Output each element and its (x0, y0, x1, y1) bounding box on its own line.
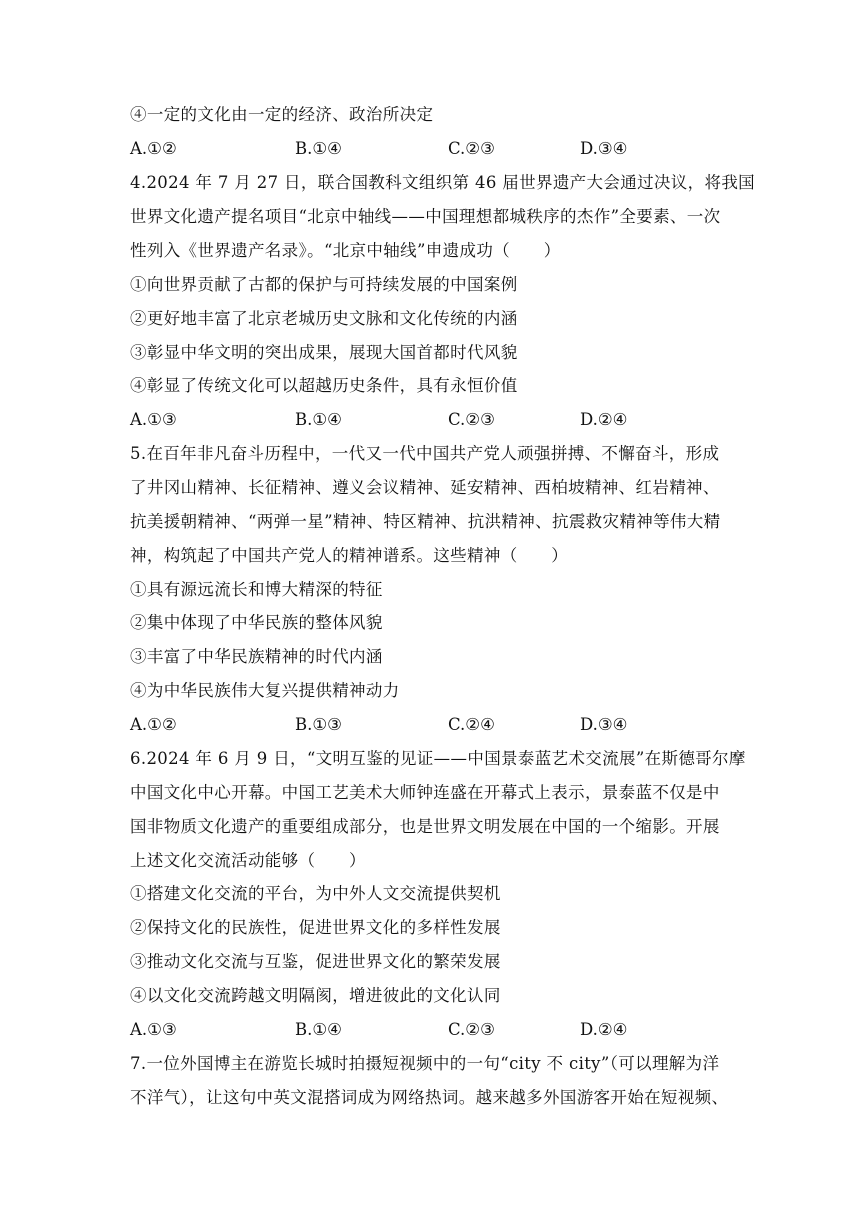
option-b: B.①④ (295, 1020, 342, 1039)
statement-3: ③推动文化交流与互鉴，促进世界文化的繁荣发展 (130, 952, 501, 971)
question-6-text: 中国文化中心开幕。中国工艺美术大师钟连盛在开幕式上表示，景泰蓝不仅是中 (130, 783, 720, 802)
question-4-text: 4.2024 年 7 月 27 日，联合国教科文组织第 46 届世界遗产大会通过决议，将我国 (130, 173, 756, 192)
option-b: B.①④ (295, 139, 342, 158)
question-4-text: 性列入《世界遗产名录》。“北京中轴线”申遗成功（ ） (130, 241, 561, 260)
statement-1: ①向世界贡献了古都的保护与可持续发展的中国案例 (130, 275, 518, 294)
question-7-text: 7.一位外国博主在游览长城时拍摄短视频中的一句“city 不 city”（可以理解为洋 (130, 1054, 720, 1073)
question-6-text: 上述文化交流活动能够（ ） (130, 851, 366, 870)
option-a: A.①② (130, 715, 177, 734)
statement-2: ②保持文化的民族性，促进世界文化的多样性发展 (130, 918, 501, 937)
statement-3: ③丰富了中华民族精神的时代内涵 (130, 647, 383, 666)
question-6-text: 6.2024 年 6 月 9 日，“文明互鉴的见证——中国景泰蓝艺术交流展”在斯德哥尔摩 (130, 749, 746, 768)
question-4-text: 世界文化遗产提名项目“北京中轴线——中国理想都城秩序的杰作”全要素、一次 (130, 207, 721, 226)
statement-4: ④一定的文化由一定的经济、政治所决定 (130, 105, 434, 124)
option-a: A.①② (130, 139, 177, 158)
option-d: D.③④ (580, 139, 628, 158)
option-c: C.②③ (448, 1020, 495, 1039)
option-b: B.①③ (295, 715, 342, 734)
question-5-text: 了井冈山精神、长征精神、遵义会议精神、延安精神、西柏坡精神、红岩精神、 (130, 478, 720, 497)
statement-2: ②集中体现了中华民族的整体风貌 (130, 613, 383, 632)
option-a: A.①③ (130, 1020, 177, 1039)
statement-3: ③彰显中华文明的突出成果，展现大国首都时代风貌 (130, 343, 518, 362)
option-d: D.③④ (580, 715, 628, 734)
statement-4: ④为中华民族伟大复兴提供精神动力 (130, 681, 400, 700)
statement-4: ④以文化交流跨越文明隔阂，增进彼此的文化认同 (130, 986, 501, 1005)
statement-2: ②更好地丰富了北京老城历史文脉和文化传统的内涵 (130, 309, 518, 328)
option-d: D.②④ (580, 1020, 628, 1039)
option-d: D.②④ (580, 410, 628, 429)
question-5-text: 神，构筑起了中国共产党人的精神谱系。这些精神（ ） (130, 546, 569, 565)
question-5-text: 5.在百年非凡奋斗历程中，一代又一代中国共产党人顽强拼搏、不懈奋斗，形成 (130, 444, 720, 463)
option-b: B.①④ (295, 410, 342, 429)
option-c: C.②③ (448, 139, 495, 158)
statement-1: ①具有源远流长和博大精深的特征 (130, 580, 383, 599)
option-c: C.②④ (448, 715, 495, 734)
question-5-text: 抗美援朝精神、“两弹一星”精神、特区精神、抗洪精神、抗震救灾精神等伟大精 (130, 512, 721, 531)
statement-1: ①搭建文化交流的平台，为中外人文交流提供契机 (130, 884, 501, 903)
question-6-text: 国非物质文化遗产的重要组成部分，也是世界文明发展在中国的一个缩影。开展 (130, 817, 720, 836)
option-c: C.②③ (448, 410, 495, 429)
question-7-text: 不洋气），让这句中英文混搭词成为网络热词。越来越多外国游客开始在短视频、 (130, 1088, 729, 1107)
option-a: A.①③ (130, 410, 177, 429)
statement-4: ④彰显了传统文化可以超越历史条件，具有永恒价值 (130, 376, 518, 395)
